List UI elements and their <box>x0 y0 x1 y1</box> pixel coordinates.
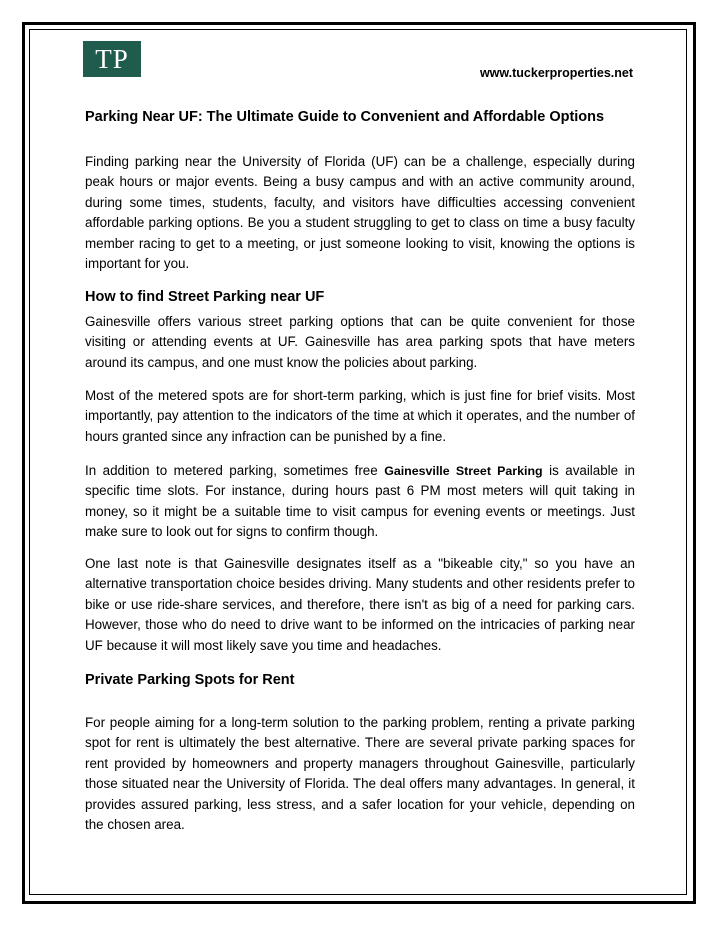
document-title: Parking Near UF: The Ultimate Guide to Convenient and Affordable Options <box>85 109 605 125</box>
intro-paragraph: Finding parking near the University of Florida (UF) can be a challenge, especially during peak hours or major events. Being a busy campus and with an active community around, during some times, students, faculty, and visitors have difficulties accessing convenient affordable parking options. Be you a student struggling to get to class on time a busy faculty member racing to get to a meeting, or just someone looking to visit, knowing the options is important for you. <box>85 154 635 272</box>
gainesville-street-parking-link[interactable]: Gainesville Street Parking <box>384 464 543 478</box>
private-parking-paragraph: For people aiming for a long-term solution to the parking problem, renting a private parking spot for rent is ultimately the best alternative. There are several private parking spaces for rent provided by homeowners and property managers throughout Gainesville, particularly those situated near the University of Florida. The deal offers many advantages. In general, it provides assured parking, less stress, and a safer location for your vehicle, depending on the chosen area. <box>85 715 635 833</box>
p3-text-after: is available in specific time slots. For instance, during hours past 6 PM most meters will quit taking in money, so it might be a suitable time to visit campus for evening events or meetings. Just make sure to look out for signs to confirm though. <box>85 463 636 540</box>
section-heading-private-parking: Private Parking Spots for Rent <box>85 672 295 688</box>
company-logo: TP <box>83 41 141 77</box>
street-parking-paragraph-4: One last note is that Gainesville designates itself as a "bikeable city," so you have an alternative transportation choice besides driving. Many students and other residents prefer to bike or use ride-share services, and therefore, there isn't as big of a need for parking cars. However, those who do need to drive want to be informed on the intricacies of parking near UF because it will most likely save you time and headaches. <box>85 556 635 653</box>
street-parking-paragraph-2: Most of the metered spots are for short-term parking, which is just fine for brief visits. Most importantly, pay attention to the indicators of the time at which it operates, and the number of hours granted since any infraction can be punished by a fine. <box>85 388 635 444</box>
p3-text-before: In addition to metered parking, sometimes free <box>85 463 385 478</box>
section-heading-street-parking: How to find Street Parking near UF <box>85 289 325 305</box>
street-parking-paragraph-3 <box>85 461 635 543</box>
site-url[interactable]: www.tuckerproperties.net <box>479 66 633 80</box>
street-parking-paragraph-1: Gainesville offers various street parking options that can be quite convenient for those visiting or attending events at UF. Gainesville has area parking spots that have meters around its campus, and one must know the policies about parking. <box>85 314 635 370</box>
